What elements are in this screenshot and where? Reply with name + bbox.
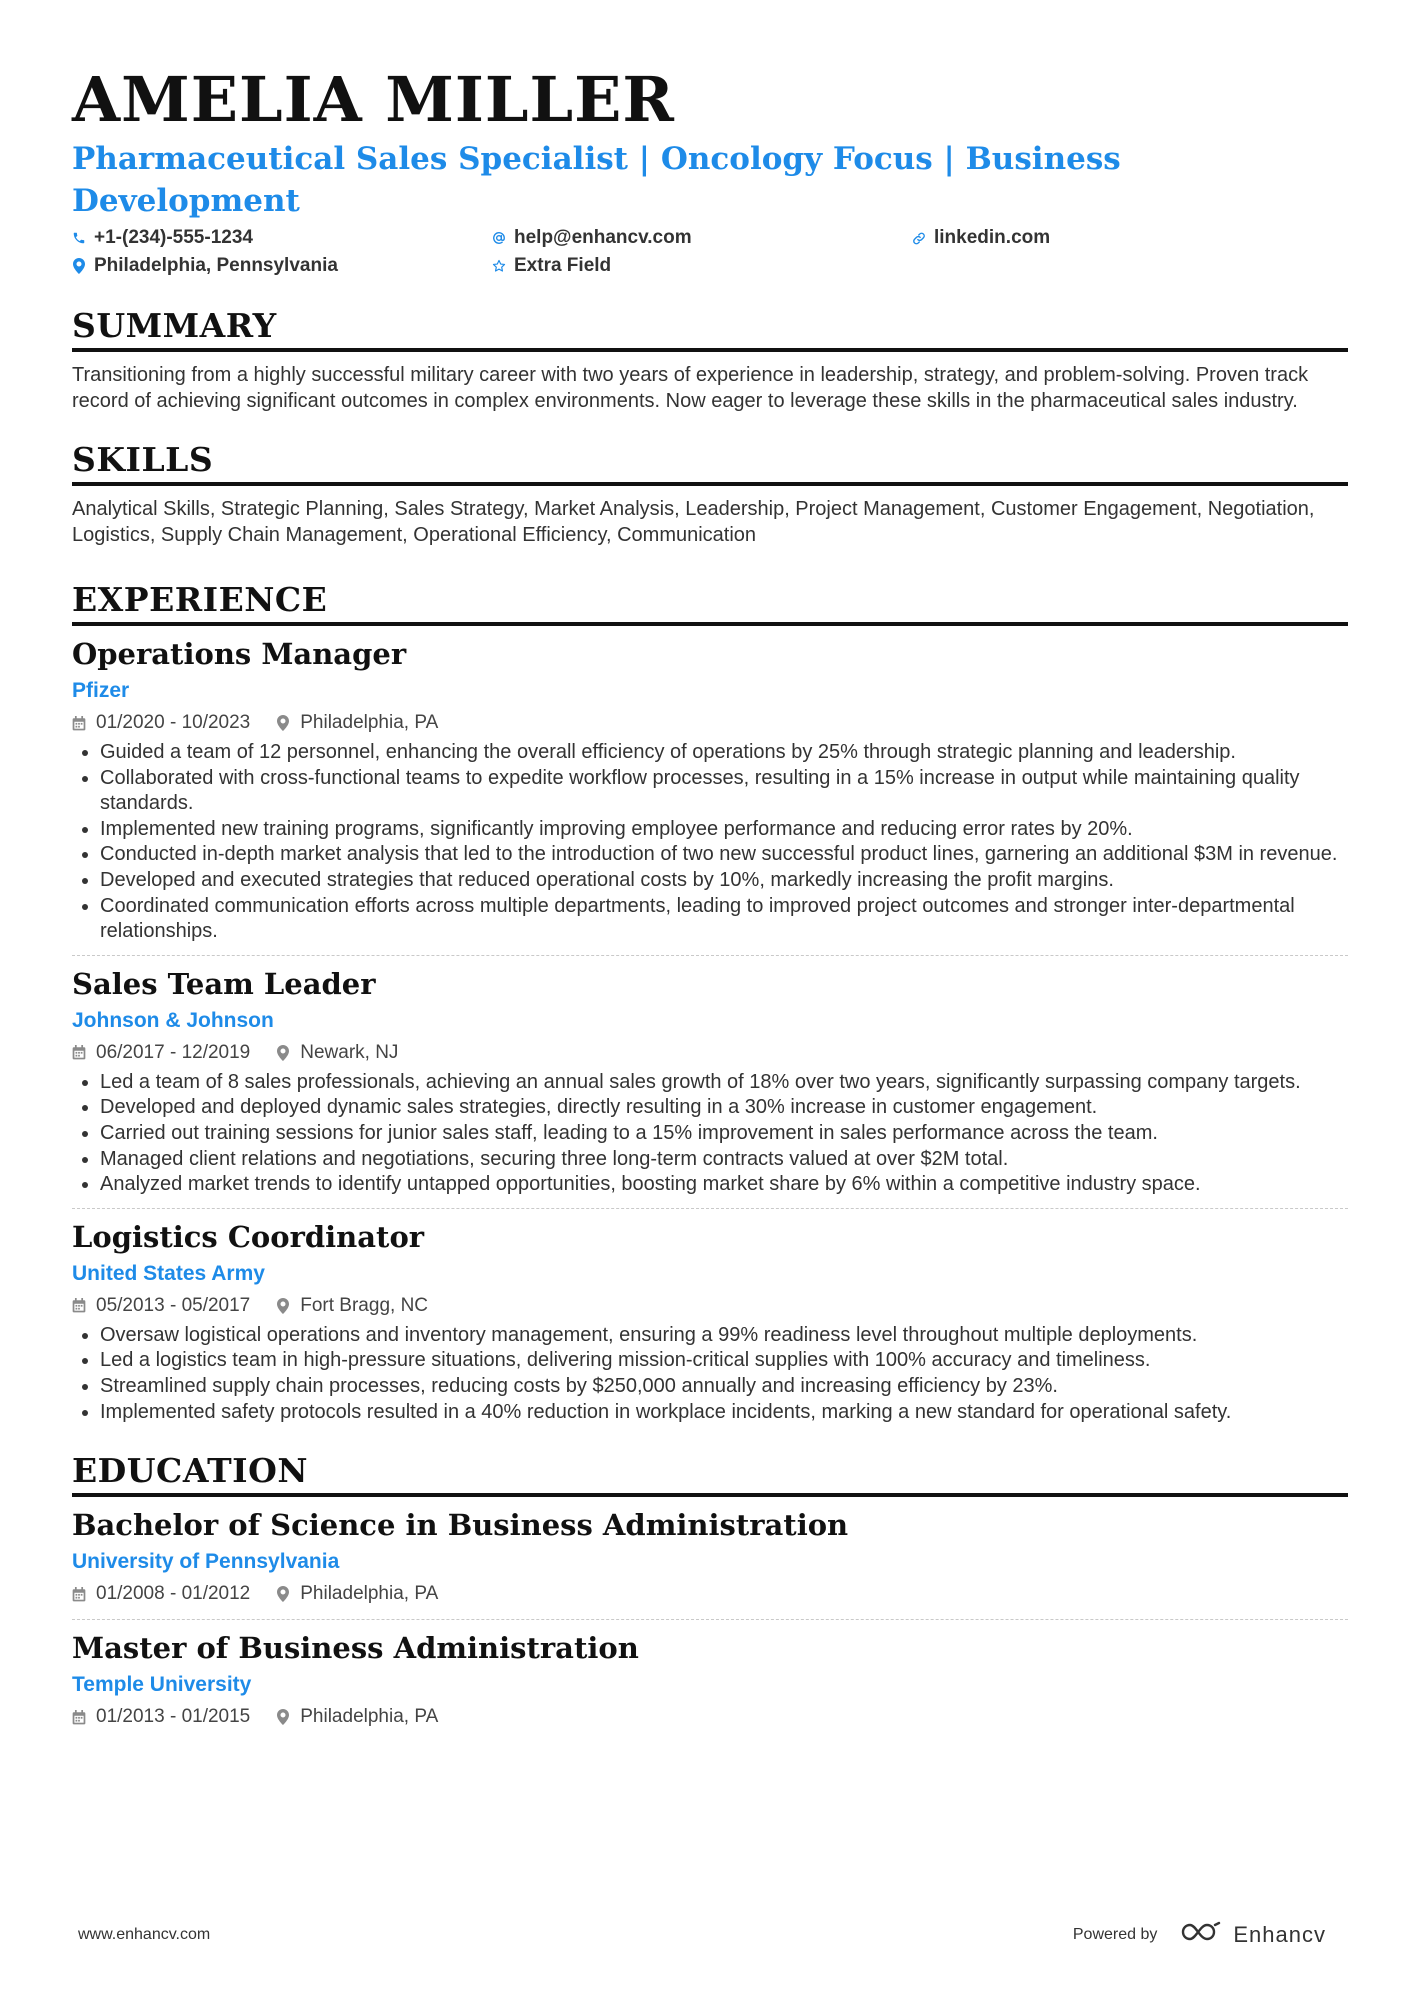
brand-logo <box>1179 1920 1326 1950</box>
powered-by-label: Powered by <box>1072 1926 1158 1943</box>
job-title: Logistics Coordinator <box>72 1219 425 1254</box>
headline: Pharmaceutical Sales Specialist | Oncology Focus | Business Development <box>72 141 1121 219</box>
summary-title: SUMMARY <box>72 306 277 345</box>
education-dates <box>72 1702 250 1732</box>
education-location <box>276 1702 438 1732</box>
bullet-item: • Coordinated communication efforts across multiple departments, leading to improved project outcomes and stronger inter-departmental relationships. <box>100 894 1348 945</box>
education-location-text: Philadelphia, PA <box>300 1583 439 1605</box>
job-location-text: Philadelphia, PA <box>300 712 439 733</box>
star-icon <box>492 258 506 274</box>
bullet-item: • Developed and deployed dynamic sales strategies, directly resulting in a 30% increase in customer engagement. <box>100 1095 1348 1121</box>
education-title: EDUCATION <box>72 1451 309 1491</box>
infinity-logo-icon <box>1179 1920 1223 1950</box>
degree-title: Master of Business Administration <box>72 1631 639 1666</box>
bullet-item: • Guided a team of 12 personnel, enhancing the overall efficiency of operations by 25% through strategic planning and leadership. <box>100 740 1348 766</box>
experience-section <box>72 578 1348 1435</box>
education-dates-text: 01/2013 - 01/2015 <box>96 1706 251 1728</box>
job-dates <box>72 1038 250 1068</box>
bullet-item: • Conducted in-depth market analysis that led to the introduction of two new successful product lines, garnering an additional $3M in revenue. <box>100 842 1348 868</box>
job-location <box>276 1038 398 1068</box>
job-meta <box>72 1291 1348 1321</box>
job-title: Operations Manager <box>72 637 407 671</box>
location-text: Philadelphia, Pennsylvania <box>94 255 338 276</box>
contact-info <box>72 226 1348 278</box>
bullet-item: • Collaborated with cross-functional teams to expedite workflow processes, resulting in a 15% increase in output while maintaining quality standards. <box>100 766 1348 817</box>
job-meta <box>72 708 1348 738</box>
contact-email[interactable] <box>492 226 912 250</box>
education-section <box>72 1449 1348 1742</box>
company-name: United States Army <box>72 1261 265 1285</box>
degree-title: Bachelor of Science in Business Administration <box>72 1508 849 1543</box>
phone-text: +1-(234)-555-1234 <box>94 227 253 248</box>
section-divider <box>72 482 1348 486</box>
summary-text: Transitioning from a highly successful military career with two years of experience in leadership, strategy, and problem-solving. Proven track record of achieving significant outcomes in complex environments. Now eager to leverage these skills in the pharmaceutical sales industry. <box>72 364 1309 412</box>
bullet-item: • Managed client relations and negotiations, securing three long-term contracts valued at over $2M total. <box>100 1147 1348 1173</box>
job-dates-text: 01/2020 - 10/2023 <box>96 712 251 733</box>
bullet-item: • Led a team of 8 sales professionals, achieving an annual sales growth of 18% over two years, significantly surpassing company targets. <box>100 1070 1348 1096</box>
company-name: Johnson & Johnson <box>72 1008 274 1032</box>
bullet-item: • Developed and executed strategies that reduced operational costs by 10%, markedly increasing the profit margins. <box>100 868 1348 894</box>
skills-text: Analytical Skills, Strategic Planning, Sales Strategy, Market Analysis, Leadership, Project Management, Customer Engagement, Negotiation, Logistics, Supply Chain Management, Operational Efficiency, Communication <box>72 498 1315 546</box>
location-pin-icon <box>72 258 86 274</box>
bullet-item: • Led a logistics team in high-pressure situations, delivering mission-critical supplies with 100% accuracy and timeliness. <box>100 1348 1348 1374</box>
location-pin-icon <box>276 1709 290 1725</box>
calendar-icon <box>72 715 86 731</box>
education-dates-text: 01/2008 - 01/2012 <box>96 1583 251 1605</box>
experience-entry <box>72 955 1348 1208</box>
section-divider <box>72 348 1348 352</box>
contact-location <box>72 254 492 278</box>
brand-name: Enhancv <box>1233 1922 1326 1947</box>
calendar-icon <box>72 1586 86 1602</box>
bullet-item: • Implemented safety protocols resulted in a 40% reduction in workplace incidents, marking a new standard for operational safety. <box>100 1400 1348 1426</box>
contact-extra <box>492 254 912 278</box>
job-location-text: Fort Bragg, NC <box>300 1294 429 1316</box>
contact-linkedin[interactable] <box>912 226 1332 250</box>
bullet-item: • Implemented new training programs, significantly improving employee performance and reducing error rates by 20%. <box>100 817 1348 843</box>
education-meta <box>72 1702 1348 1732</box>
email-text: help@enhancv.com <box>514 227 692 248</box>
experience-entry <box>72 630 1348 955</box>
experience-title: EXPERIENCE <box>72 580 328 619</box>
location-pin-icon <box>276 715 290 731</box>
education-dates <box>72 1579 250 1609</box>
section-divider <box>72 622 1348 626</box>
job-meta <box>72 1038 1348 1068</box>
job-location-text: Newark, NJ <box>300 1041 399 1063</box>
job-dates <box>72 1291 250 1321</box>
footer-website[interactable]: www.enhancv.com <box>78 1926 211 1943</box>
contact-phone <box>72 226 492 250</box>
education-location <box>276 1579 438 1609</box>
calendar-icon <box>72 1709 86 1725</box>
calendar-icon <box>72 1045 86 1061</box>
school-name: Temple University <box>72 1673 252 1697</box>
skills-section <box>72 438 1348 548</box>
link-icon <box>912 230 926 246</box>
at-icon <box>492 230 506 246</box>
education-entry <box>72 1501 1348 1619</box>
bullet-item: • Carried out training sessions for junior sales staff, leading to a 15% improvement in sales performance across the team. <box>100 1121 1348 1147</box>
page-footer <box>78 1920 1326 1950</box>
phone-icon <box>72 230 86 246</box>
job-bullets <box>72 1070 1348 1198</box>
skills-title: SKILLS <box>72 440 214 479</box>
job-dates-text: 06/2017 - 12/2019 <box>96 1041 251 1063</box>
location-pin-icon <box>276 1045 290 1061</box>
location-pin-icon <box>276 1298 290 1314</box>
bullet-item: • Oversaw logistical operations and inventory management, ensuring a 99% readiness level throughout multiple deployments. <box>100 1323 1348 1349</box>
summary-section <box>72 304 1348 414</box>
candidate-name: AMELIA MILLER <box>72 63 675 136</box>
section-divider <box>72 1493 1348 1497</box>
powered-by <box>1073 1920 1326 1950</box>
job-location <box>276 708 438 738</box>
job-title: Sales Team Leader <box>72 966 376 1001</box>
job-bullets <box>72 1323 1348 1425</box>
location-pin-icon <box>276 1586 290 1602</box>
extra-field-text: Extra Field <box>514 255 612 276</box>
bullet-item: • Analyzed market trends to identify untapped opportunities, boosting market share by 6% within a competitive industry space. <box>100 1172 1348 1198</box>
job-location <box>276 1291 428 1321</box>
experience-entry <box>72 1208 1348 1435</box>
linkedin-text: linkedin.com <box>934 227 1051 248</box>
education-entry <box>72 1619 1348 1742</box>
job-dates <box>72 708 250 738</box>
job-bullets <box>72 740 1348 945</box>
school-name: University of Pennsylvania <box>72 1550 340 1574</box>
education-meta <box>72 1579 1348 1609</box>
job-dates-text: 05/2013 - 05/2017 <box>96 1294 251 1316</box>
education-location-text: Philadelphia, PA <box>300 1706 439 1728</box>
bullet-item: • Streamlined supply chain processes, reducing costs by $250,000 annually and increasing efficiency by 23%. <box>100 1374 1348 1400</box>
company-name: Pfizer <box>72 679 130 702</box>
calendar-icon <box>72 1298 86 1314</box>
